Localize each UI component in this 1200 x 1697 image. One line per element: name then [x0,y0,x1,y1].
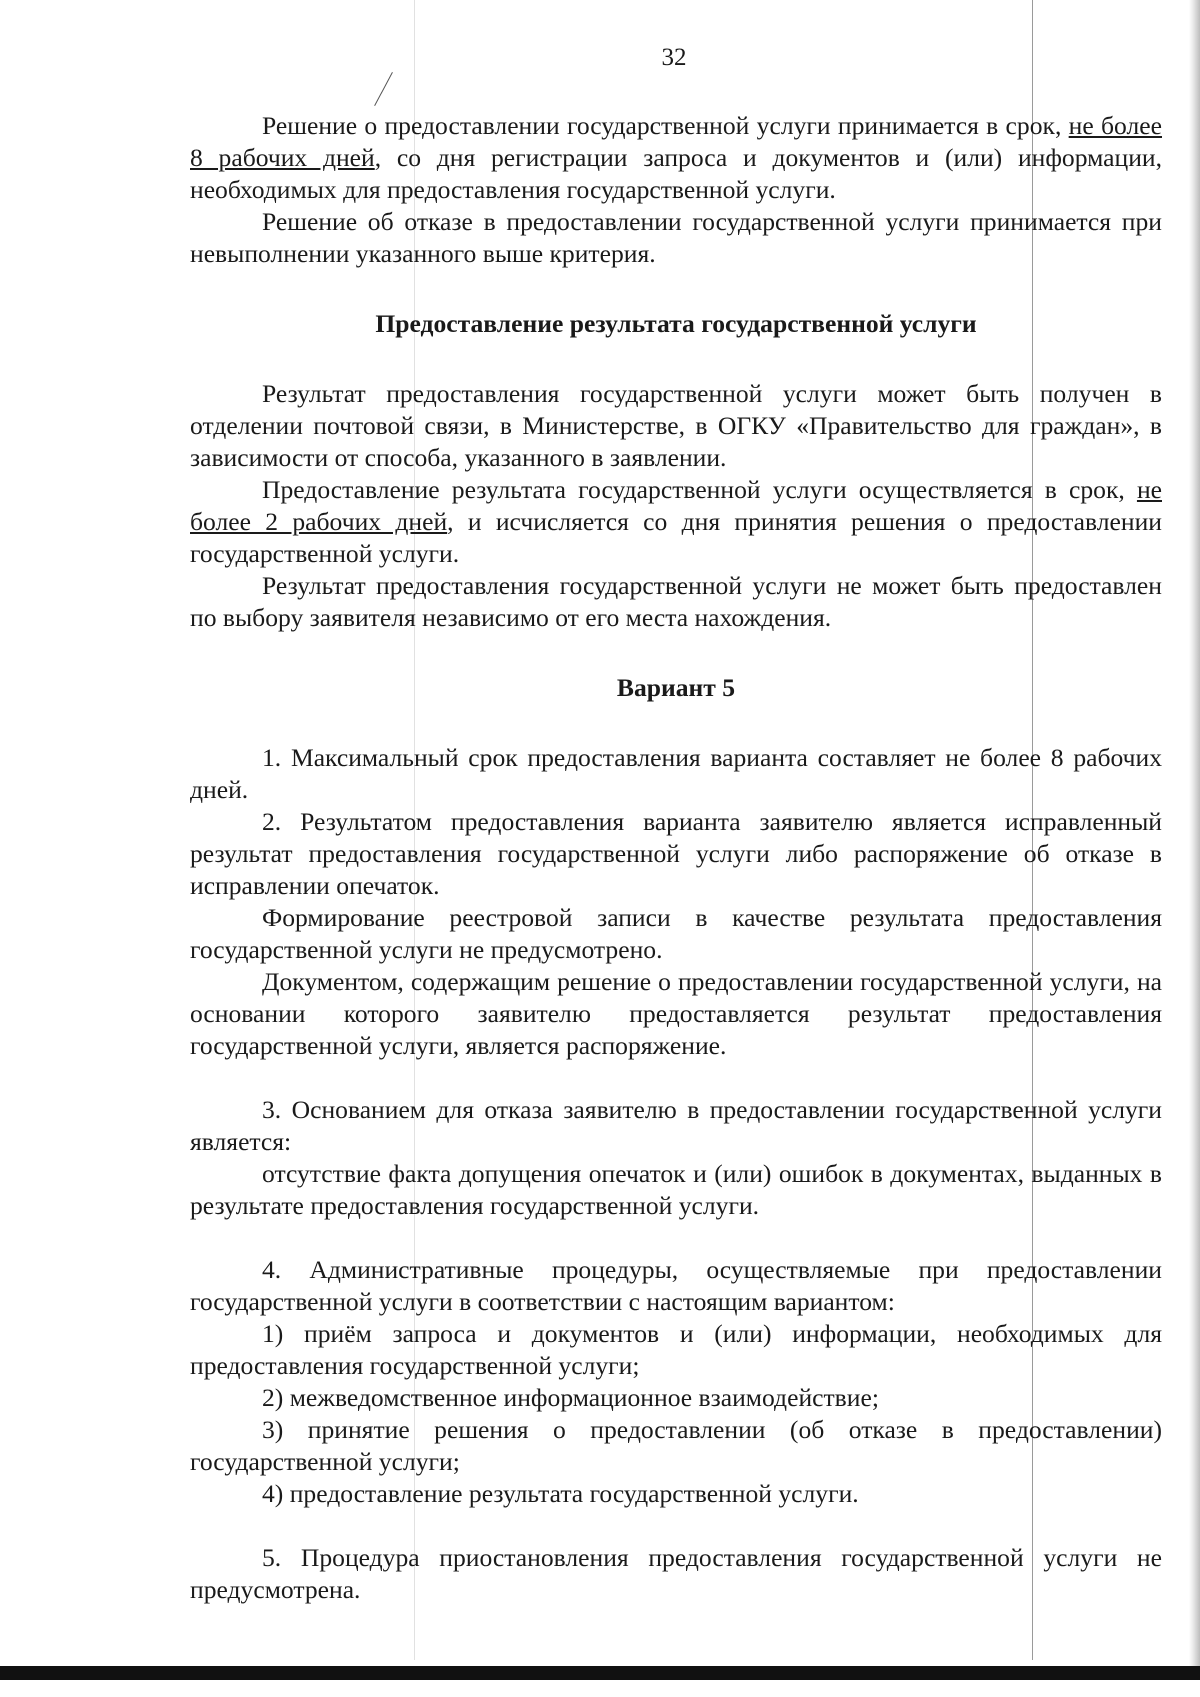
numbered-item: 3. Основанием для отказа заявителю в предоставлении государственной услуги является: [190,1095,1162,1156]
paragraph: Результат предоставления государственной услуги может быть получен в отделении почтовой связи, в Министерстве, в ОГКУ «Правительство для граждан», в зависимости от способа, указанного в заявлении. [190,379,1162,472]
list-item: 4) предоставление результата государственной услуги. [262,1479,859,1508]
paragraph: Решение об отказе в предоставлении государственной услуги принимается при невыполнении указанного выше критерия. [190,207,1162,268]
paragraph: Результат предоставления государственной услуги не может быть предоставлен по выбору заявителя независимо от его места нахождения. [190,571,1162,632]
page-number: 32 [661,44,687,71]
pen-mark [374,72,393,106]
list-item: 1) приём запроса и документов и (или) информации, необходимых для предоставления государственной услуги; [190,1319,1162,1380]
numbered-item: 2. Результатом предоставления варианта заявителю является исправленный результат предоставления государственной услуги либо распоряжение об отказе в исправлении опечаток. [190,807,1162,900]
paragraph: Формирование реестровой записи в качестве результата предоставления государственной услуги не предусмотрено. [190,903,1162,964]
variant-heading: Вариант 5 [616,673,736,702]
paragraph: отсутствие факта допущения опечаток и (или) ошибок в документах, выданных в результате предоставления государственной услуги. [190,1159,1162,1220]
section-heading: Предоставление результата государственной услуги [375,309,977,338]
document-body [190,110,1162,1606]
list-item: 3) принятие решения о предоставлении (об отказе в предоставлении) государственной услуги; [190,1415,1162,1476]
deadline-underlined: не более 2 рабочих дней [190,475,1162,536]
deadline-underlined: не более 8 рабочих дней [190,111,1162,172]
numbered-item: 4. Административные процедуры, осуществляемые при предоставлении государственной услуги в соответствии с настоящим вариантом: [190,1255,1162,1316]
paragraph: Решение о предоставлении государственной услуги принимается в срок, не более 8 рабочих дней, со дня регистрации запроса и документов и (или) информации, необходимых для предоставления государственной услуги. [190,111,1162,204]
scan-bottom-border [0,1666,1200,1680]
numbered-item: 1. Максимальный срок предоставления варианта составляет не более 8 рабочих дней. [190,743,1162,804]
scan-page-edge [1189,0,1200,1680]
paragraph: Документом, содержащим решение о предоставлении государственной услуги, на основании которого заявителю предоставляется результат предоставления государственной услуги, является распоряжение. [190,967,1162,1060]
paragraph: Предоставление результата государственной услуги осуществляется в срок, не более 2 рабочих дней, и исчисляется со дня принятия решения о предоставлении государственной услуги. [190,475,1163,568]
numbered-item: 5. Процедура приостановления предоставления государственной услуги не предусмотрена. [190,1543,1162,1604]
list-item: 2) межведомственное информационное взаимодействие; [262,1383,879,1412]
